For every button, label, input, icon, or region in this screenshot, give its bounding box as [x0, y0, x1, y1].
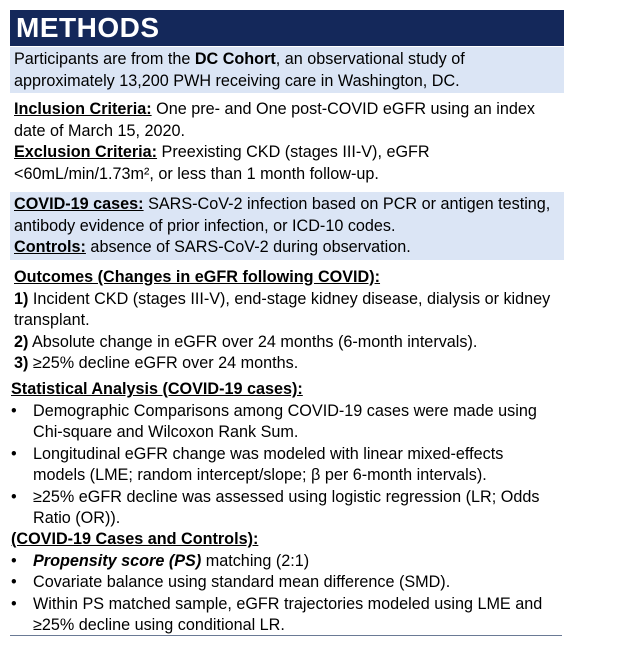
stats-controls-block — [7, 527, 561, 635]
inclusion-label: Inclusion Criteria: — [14, 100, 152, 118]
dc-cohort-label: DC Cohort — [194, 50, 276, 68]
outcome-item — [14, 289, 558, 332]
participants-block — [10, 47, 564, 93]
outcome-number: 1) — [14, 289, 29, 308]
bullet-icon: • — [11, 594, 17, 613]
list-item-text: Demographic Comparisons among COVID-19 cases were made using Chi-square and Wilcoxon Rank Sum. — [33, 401, 537, 441]
stats-cases-heading: Statistical Analysis (COVID-19 cases): — [11, 380, 303, 398]
bullet-icon: • — [11, 551, 17, 570]
outcome-text: Incident CKD (stages III-V), end-stage kidney disease, dialysis or kidney transplant. — [14, 289, 551, 329]
outcome-text: ≥25% decline eGFR over 24 months. — [28, 354, 299, 372]
exclusion-criteria — [14, 142, 558, 185]
outcomes-block — [10, 265, 564, 377]
bullet-icon: • — [11, 573, 17, 591]
outcomes-heading: Outcomes (Changes in eGFR following COVID): — [14, 268, 381, 286]
criteria-block — [10, 97, 564, 185]
outcome-number: 2) — [14, 332, 29, 351]
outcome-text: Absolute change in eGFR over 24 months (6-month intervals). — [28, 332, 478, 351]
covid-cases-label: COVID-19 cases: — [14, 195, 144, 213]
list-item-text: Longitudinal eGFR change was modeled with linear mixed-effects models (LME; random intercept/slope; β per 6-month intervals). — [33, 444, 504, 484]
bullet-icon: • — [11, 487, 17, 506]
covid-cases-definition — [14, 194, 558, 237]
stats-controls-heading: (COVID-19 Cases and Controls): — [11, 530, 259, 548]
controls-label: Controls: — [14, 238, 86, 256]
inclusion-text: One pre- and One post-COVID eGFR using an index date of March 15, 2020. — [14, 100, 535, 140]
list-item-text: Covariate balance using standard mean difference (SMD). — [33, 573, 451, 591]
participants-text-post: , an observational study of approximately 13,200 PWH receiving care in Washington, DC. — [14, 50, 465, 90]
controls-text: absence of SARS-CoV-2 during observation. — [85, 238, 411, 256]
controls-definition — [14, 237, 558, 259]
methods-title: METHODS — [10, 10, 564, 46]
outcome-item — [14, 353, 558, 375]
bullet-icon: • — [11, 444, 17, 463]
bottom-divider — [10, 635, 562, 636]
list-item-text: Within PS matched sample, eGFR trajectories modeled using LME and ≥25% decline using conditional LR. — [33, 594, 543, 634]
covid-cases-text: SARS-CoV-2 infection based on PCR or antigen testing, antibody evidence of prior infection, or ICD-10 codes. — [14, 195, 551, 235]
list-item — [11, 401, 555, 444]
inclusion-criteria — [14, 99, 558, 142]
participants-text-pre: Participants are from the — [14, 50, 195, 68]
propensity-score-label: Propensity score (PS) — [33, 551, 202, 570]
list-item — [11, 487, 555, 530]
list-item-text: matching (2:1) — [201, 551, 310, 570]
list-item — [11, 572, 555, 594]
bullet-icon: • — [11, 401, 17, 420]
cases-controls-block — [10, 192, 564, 260]
list-item — [11, 594, 555, 637]
stats-cases-block — [7, 377, 561, 527]
list-item-text: ≥25% eGFR decline was assessed using logistic regression (LR; Odds Ratio (OR)). — [33, 487, 540, 527]
outcome-number: 3) — [14, 354, 29, 372]
list-item — [11, 444, 555, 487]
list-item — [11, 551, 555, 573]
exclusion-text: Preexisting CKD (stages III-V), eGFR <60mL/min/1.73m², or less than 1 month follow-up. — [14, 143, 430, 183]
outcome-item — [14, 332, 558, 354]
exclusion-label: Exclusion Criteria: — [14, 143, 158, 161]
